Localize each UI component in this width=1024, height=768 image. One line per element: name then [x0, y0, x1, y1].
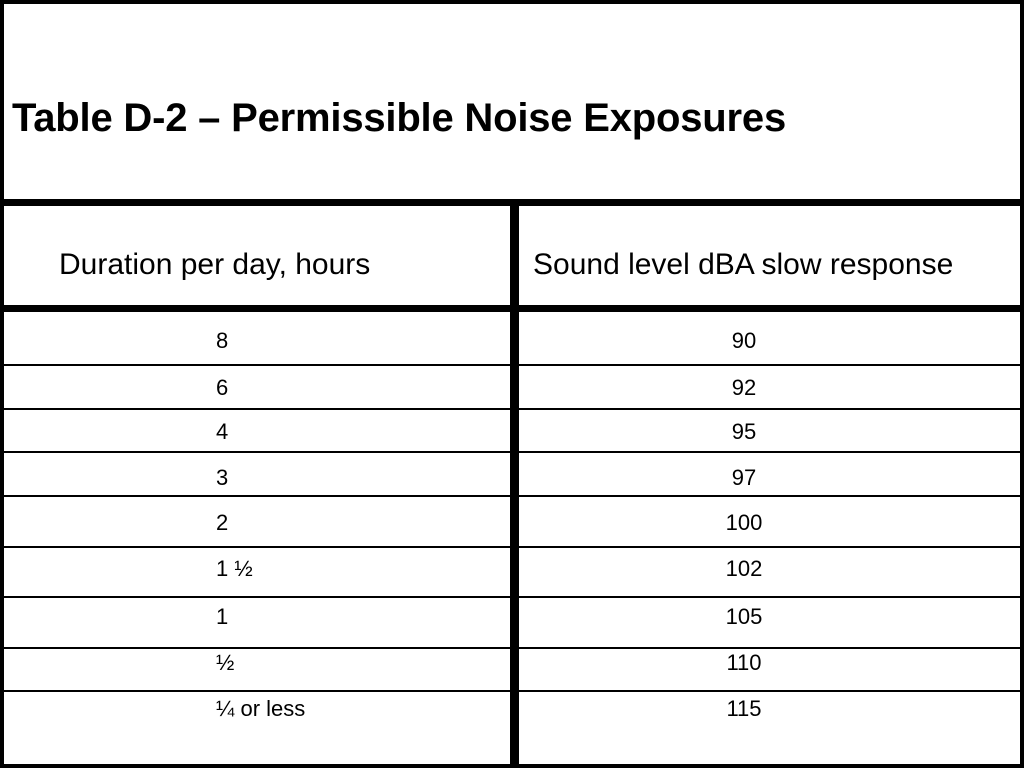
- sound-level-cell: 100: [725, 510, 763, 535]
- sound-level-cell: 97: [731, 465, 757, 490]
- header-sound-level: Sound level dBA slow response: [533, 248, 954, 281]
- header-duration: Duration per day, hours: [59, 248, 371, 281]
- sound-level-cell: 115: [726, 696, 762, 721]
- duration-cell: 1: [216, 604, 229, 629]
- duration-cell: ¼ or less: [216, 696, 306, 721]
- noise-exposure-table: [0, 206, 1024, 768]
- sound-level-cell: 102: [725, 556, 763, 581]
- sound-level-cell: 95: [731, 419, 757, 444]
- duration-cell: 4: [216, 419, 229, 444]
- sound-level-cell: 110: [726, 650, 762, 675]
- duration-cell: 3: [216, 465, 229, 490]
- column-divider: [510, 206, 519, 764]
- duration-cell: 2: [216, 510, 229, 535]
- duration-cell: ½: [216, 650, 235, 675]
- sound-level-cell: 92: [731, 375, 757, 400]
- sound-level-cell: 105: [725, 604, 763, 629]
- duration-cell: 1 ½: [216, 556, 253, 581]
- duration-cell: 8: [216, 328, 229, 353]
- title-box: [0, 0, 1024, 206]
- duration-cell: 6: [216, 375, 229, 400]
- sound-level-cell: 90: [731, 328, 757, 353]
- page-title: Table D-2 – Permissible Noise Exposures: [12, 96, 786, 140]
